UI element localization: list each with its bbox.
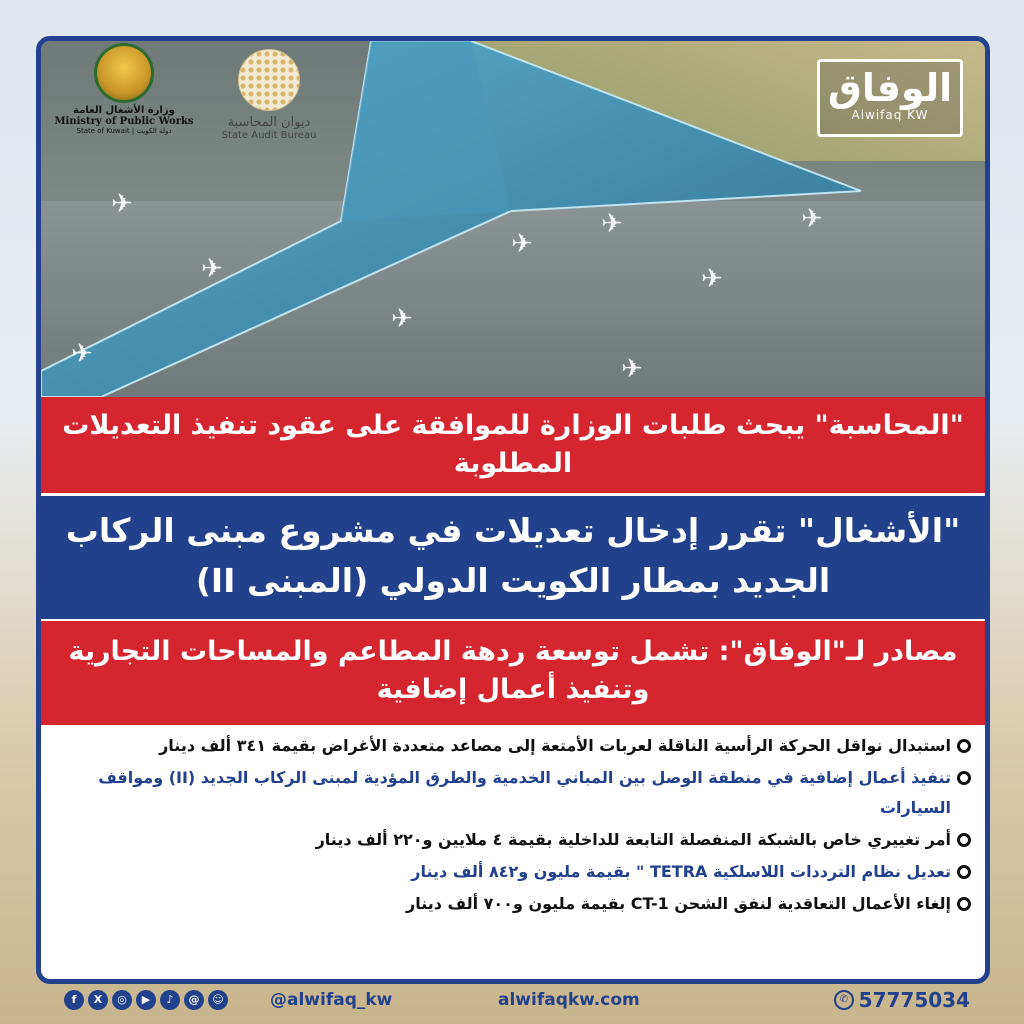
list-item: تنفيذ أعمال إضافية في منطقة الوصل بين المباني الخدمية والطرق المؤدية لمبنى الركاب الجديد (II) ومواقف السيارات bbox=[55, 763, 971, 823]
plane-icon: ✈ bbox=[71, 339, 93, 369]
x-icon[interactable]: X bbox=[88, 990, 108, 1010]
plane-icon: ✈ bbox=[511, 229, 533, 259]
youtube-icon[interactable]: ▶ bbox=[136, 990, 156, 1010]
facebook-icon[interactable]: f bbox=[64, 990, 84, 1010]
website-link[interactable]: alwifaqkw.com bbox=[498, 990, 640, 1010]
plane-icon: ✈ bbox=[601, 209, 623, 239]
plane-icon: ✈ bbox=[111, 189, 133, 219]
bullet-icon bbox=[957, 739, 971, 753]
bullet-icon bbox=[957, 865, 971, 879]
headline-audit: "المحاسبة" يبحث طلبات الوزارة للموافقة على عقود تنفيذ التعديلات المطلوبة bbox=[41, 397, 985, 493]
threads-icon[interactable]: @ bbox=[184, 990, 204, 1010]
list-item: تعديل نظام الترددات اللاسلكية TETRA " بقيمة مليون و٨٤٢ ألف دينار bbox=[55, 857, 971, 887]
plane-icon: ✈ bbox=[701, 264, 723, 294]
list-item: أمر تغييري خاص بالشبكة المنفصلة التابعة للداخلية بقيمة ٤ ملايين و٢٢٠ ألف دينار bbox=[55, 825, 971, 855]
bullet-icon bbox=[957, 833, 971, 847]
news-card bbox=[36, 36, 990, 984]
instagram-icon[interactable]: ◎ bbox=[112, 990, 132, 1010]
bullet-icon bbox=[957, 771, 971, 785]
bullet-icon bbox=[957, 897, 971, 911]
kuwait-emblem-icon bbox=[94, 43, 154, 103]
headline-sources: مصادر لـ"الوفاق": تشمل توسعة ردهة المطاعم والمساحات التجارية وتنفيذ أعمال إضافية bbox=[41, 621, 985, 725]
airport-hero-image bbox=[41, 41, 985, 397]
ministry-logo: وزارة الأشغال العامة Ministry of Public Works State of Kuwait | دولة الكويت bbox=[49, 43, 199, 168]
social-links bbox=[64, 990, 228, 1010]
tiktok-icon[interactable]: ♪ bbox=[160, 990, 180, 1010]
list-item: استبدال نواقل الحركة الرأسية الناقلة لعربات الأمتعة إلى مصاعد متعددة الأغراض بقيمة ٣٤١ ألف دينار bbox=[55, 731, 971, 761]
alwifaq-logo: الوفاق Alwifaq KW bbox=[817, 59, 963, 137]
social-handle[interactable]: @alwifaq_kw bbox=[270, 990, 393, 1010]
bullet-list bbox=[55, 731, 971, 921]
whatsapp-icon: ✆ bbox=[834, 990, 854, 1010]
footer bbox=[0, 990, 1024, 1024]
list-item: إلغاء الأعمال التعاقدية لنفق الشحن CT-1 بقيمة مليون و٧٠٠ ألف دينار bbox=[55, 889, 971, 919]
plane-icon: ✈ bbox=[801, 204, 823, 234]
plane-icon: ✈ bbox=[391, 304, 413, 334]
audit-bureau-logo: ديوان المحاسبة State Audit Bureau bbox=[209, 49, 329, 159]
globe-icon bbox=[238, 49, 300, 111]
phone-number[interactable]: 57775034 bbox=[858, 988, 970, 1012]
plane-icon: ✈ bbox=[621, 354, 643, 384]
headline-main: "الأشغال" تقرر إدخال تعديلات في مشروع مبنى الركاب الجديد بمطار الكويت الدولي (المبنى II) bbox=[41, 496, 985, 619]
plane-icon: ✈ bbox=[201, 254, 223, 284]
snapchat-icon[interactable]: ☺ bbox=[208, 990, 228, 1010]
